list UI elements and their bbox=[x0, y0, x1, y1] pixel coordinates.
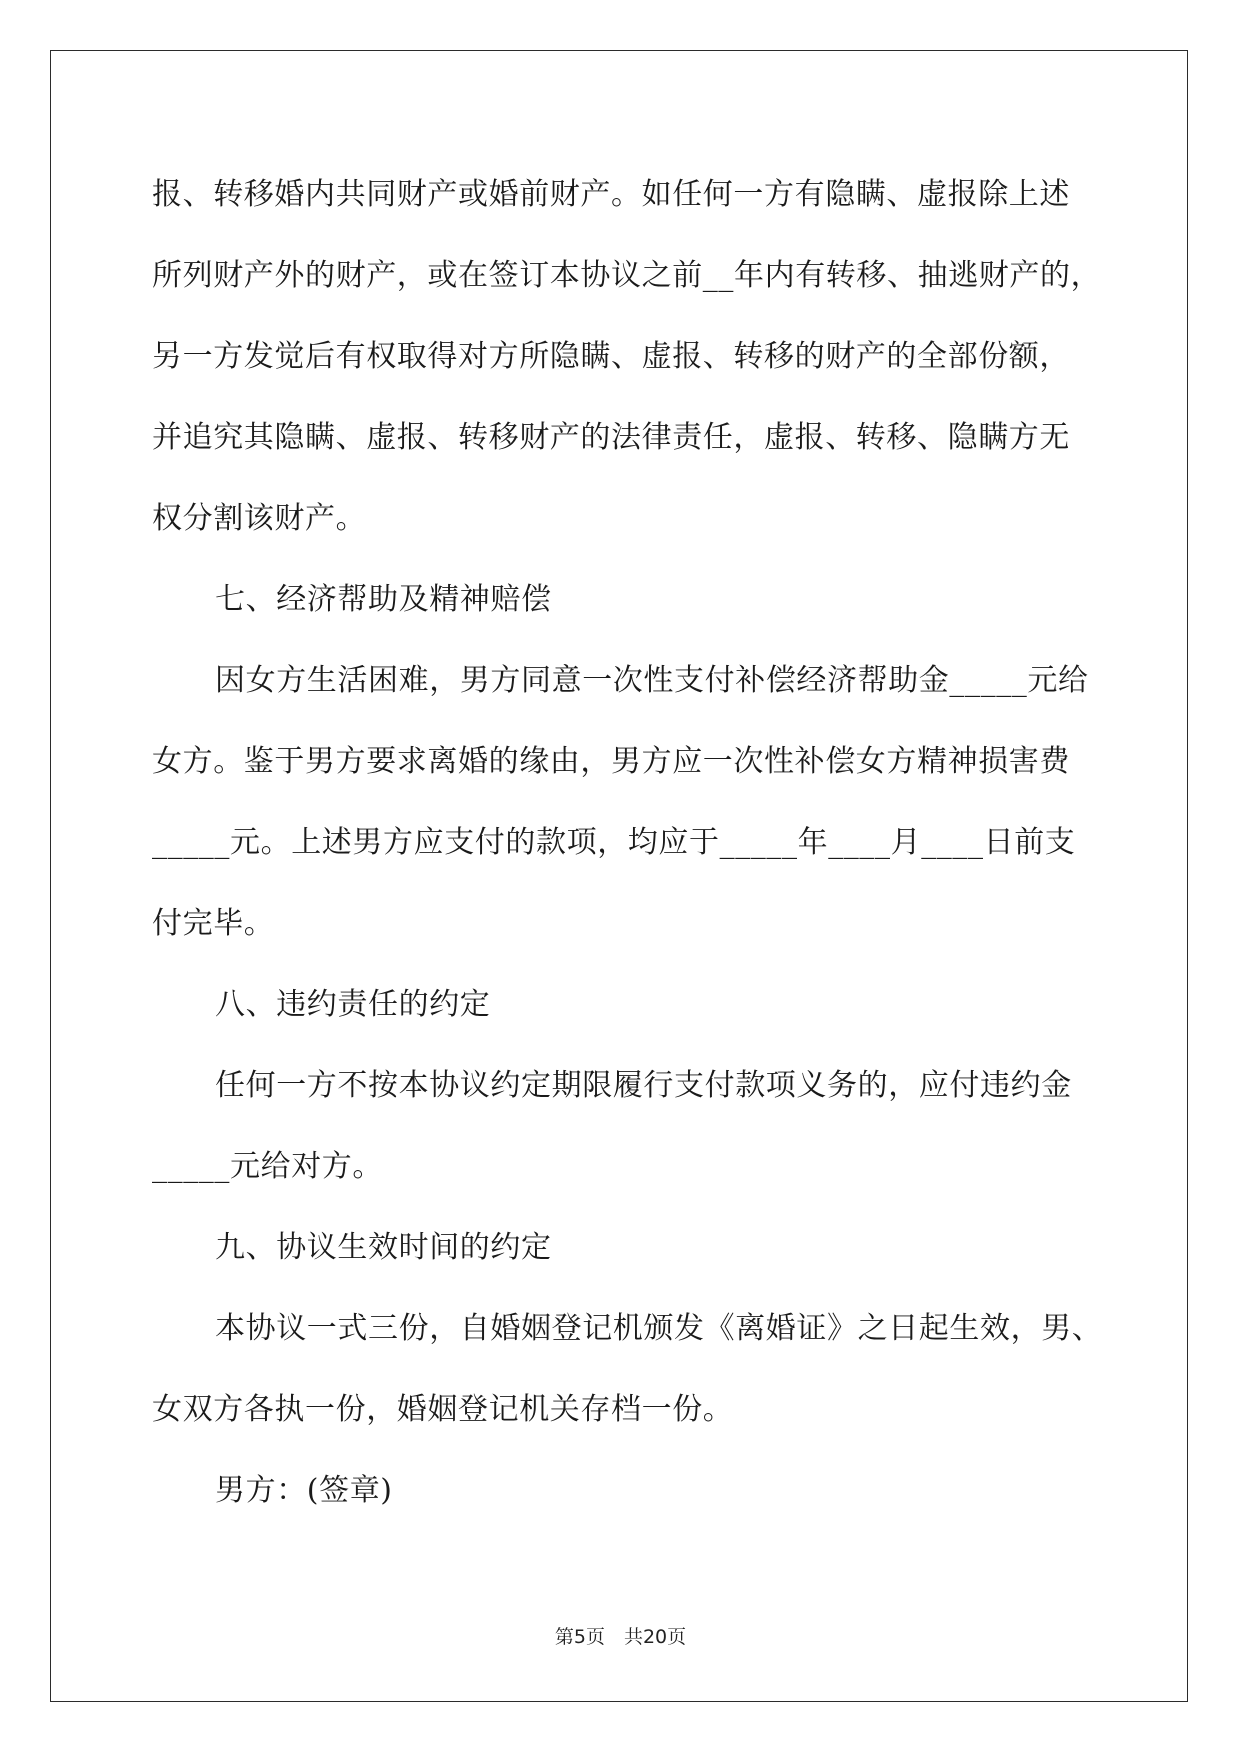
section-heading: 七、经济帮助及精神赔偿 bbox=[215, 582, 552, 617]
section-heading: 八、违约责任的约定 bbox=[215, 987, 491, 1022]
text-line: _____元给对方。 bbox=[152, 1149, 383, 1184]
section-heading: 九、协议生效时间的约定 bbox=[215, 1230, 552, 1265]
text-line: 付完毕。 bbox=[152, 906, 275, 941]
text-line: 女方。鉴于男方要求离婚的缘由，男方应一次性补偿女方精神损害费 bbox=[152, 744, 1070, 779]
document-body bbox=[152, 154, 1103, 1531]
text-line: 另一方发觉后有权取得对方所隐瞒、虚报、转移的财产的全部份额， bbox=[152, 339, 1070, 374]
text-line: 因女方生活困难，男方同意一次性支付补偿经济帮助金_____元给 bbox=[215, 663, 1089, 698]
text-line: 权分割该财产。 bbox=[152, 501, 367, 536]
text-line: 报、转移婚内共同财产或婚前财产。如任何一方有隐瞒、虚报除上述 bbox=[152, 177, 1070, 212]
text-line: 本协议一式三份，自婚姻登记机颁发《离婚证》之日起生效，男、 bbox=[215, 1311, 1103, 1346]
text-line: 任何一方不按本协议约定期限履行支付款项义务的，应付违约金 bbox=[215, 1068, 1072, 1103]
page-number: 第5页 共20页 bbox=[554, 1626, 687, 1648]
text-line: 并追究其隐瞒、虚报、转移财产的法律责任，虚报、转移、隐瞒方无 bbox=[152, 420, 1070, 455]
text-line: 女双方各执一份，婚姻登记机关存档一份。 bbox=[152, 1392, 734, 1427]
signature-line: 男方：(签章) bbox=[215, 1473, 393, 1508]
text-line: _____元。上述男方应支付的款项，均应于_____年____月____日前支 bbox=[152, 825, 1076, 860]
text-line: 所列财产外的财产，或在签订本协议之前__年内有转移、抽逃财产的， bbox=[152, 258, 1102, 293]
